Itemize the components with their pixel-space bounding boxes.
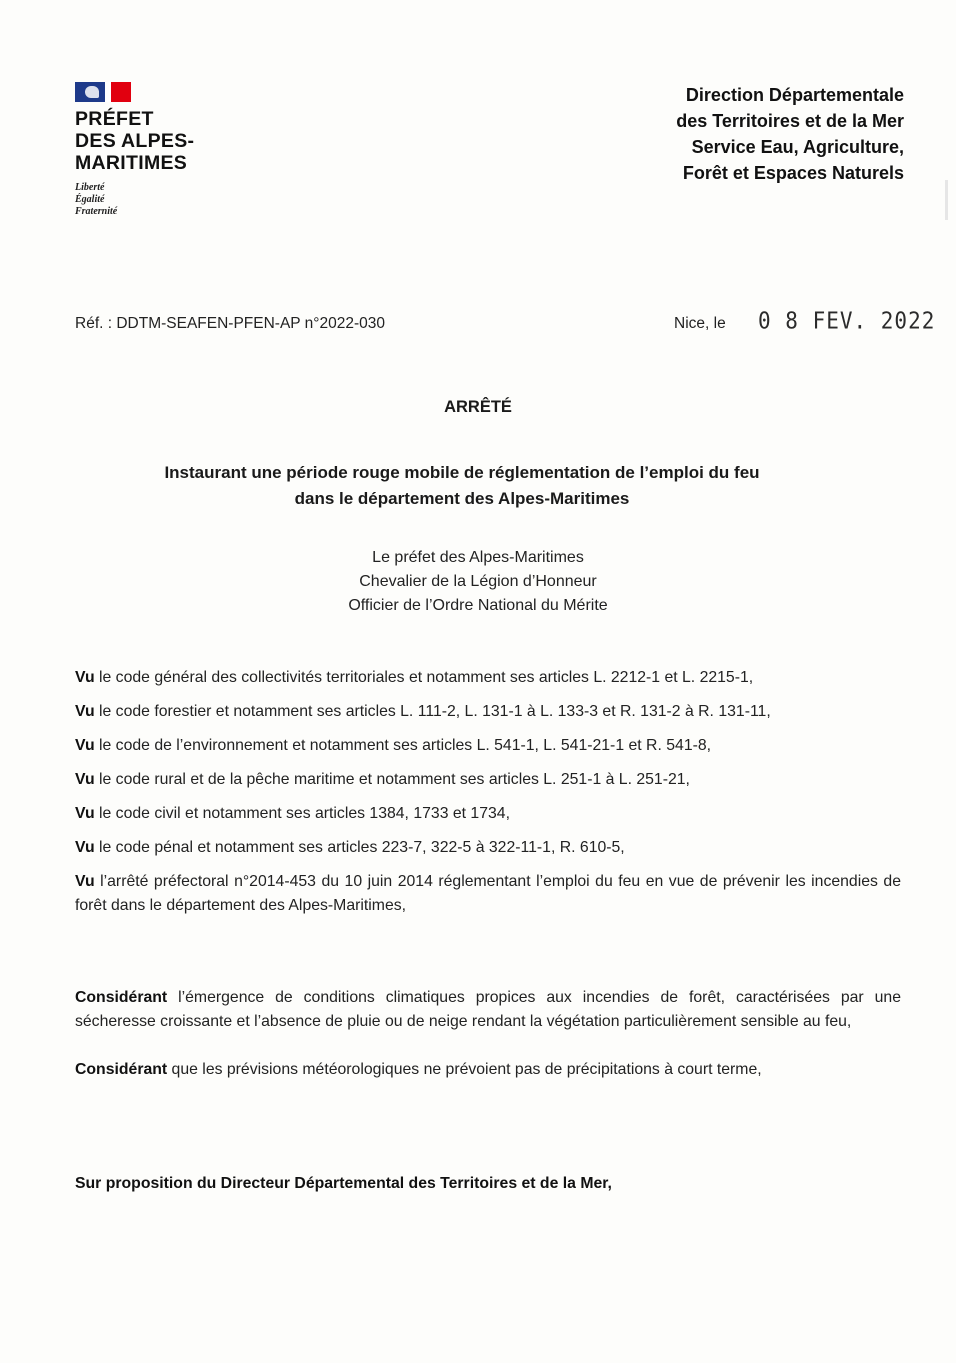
document-title: ARRÊTÉ (444, 398, 512, 416)
subject-line: Instaurant une période rouge mobile de réglementation de l’emploi du feu (164, 463, 760, 482)
issuing-service (676, 82, 904, 186)
visa-item: Vu l’arrêté préfectoral n°2014-453 du 10 juin 2014 réglementant l’emploi du feu en vue de prévenir les incendies de forêt dans le département des Alpes-Maritimes, (75, 873, 901, 914)
service-line: des Territoires et de la Mer (676, 111, 904, 131)
considerant-item: Considérant l’émergence de conditions climatiques propices aux incendies de forêt, caractérisées par une sécheresse croissante et l’absence de pluie ou de neige rendant la végétation particulièrement sensible au feu, (75, 989, 901, 1030)
service-line: Service Eau, Agriculture, (691, 137, 904, 157)
visa-list (75, 666, 901, 928)
reference-number: Réf. : DDTM-SEAFEN-PFEN-AP n°2022-030 (75, 315, 385, 332)
french-flag-icon (75, 82, 131, 102)
subject-line: dans le département des Alpes-Maritimes (294, 489, 630, 508)
prefect-title-line: Le préfet des Alpes-Maritimes (372, 549, 584, 566)
service-line: Forêt et Espaces Naturels (682, 163, 904, 183)
scan-artifact (945, 180, 948, 220)
prefect-titles (0, 546, 956, 618)
place-label: Nice, le (674, 315, 726, 332)
service-line: Direction Départementale (685, 85, 904, 105)
date-stamp: 0 8 FEV. 2022 (758, 308, 936, 334)
considerant-item: Considérant que les prévisions météorologiques ne prévoient pas de précipitations à court terme, (75, 1061, 762, 1078)
visa-item: Vu le code rural et de la pêche maritime et notamment ses articles L. 251-1 à L. 251-21, (75, 771, 690, 788)
prefect-title-line: Officier de l’Ordre National du Mérite (348, 597, 608, 614)
visa-item: Vu le code civil et notamment ses articles 1384, 1733 et 1734, (75, 805, 510, 822)
prefecture-logo (75, 82, 215, 218)
visa-item: Vu le code général des collectivités territoriales et notamment ses articles L. 2212-1 et L. 2215-1, (75, 669, 754, 686)
visa-item: Vu le code pénal et notamment ses articles 223-7, 322-5 à 322-11-1, R. 610-5, (75, 839, 625, 856)
marianne-icon (85, 86, 99, 98)
prefect-title-line: Chevalier de la Légion d’Honneur (359, 573, 597, 590)
proposition-line: Sur proposition du Directeur Départemental des Territoires et de la Mer, (75, 1175, 612, 1192)
visa-item: Vu le code forestier et notamment ses articles L. 111-2, L. 131-1 à L. 133-3 et R. 131-2 à R. 131-11, (75, 703, 771, 720)
prefecture-title: PRÉFET DES ALPES- MARITIMES (75, 108, 195, 174)
republic-motto: Liberté Égalité Fraternité (75, 182, 118, 217)
considerant-list (75, 986, 901, 1106)
document-subject (0, 460, 940, 512)
visa-item: Vu le code de l’environnement et notamment ses articles L. 541-1, L. 541-21-1 et R. 541-8, (75, 737, 712, 754)
